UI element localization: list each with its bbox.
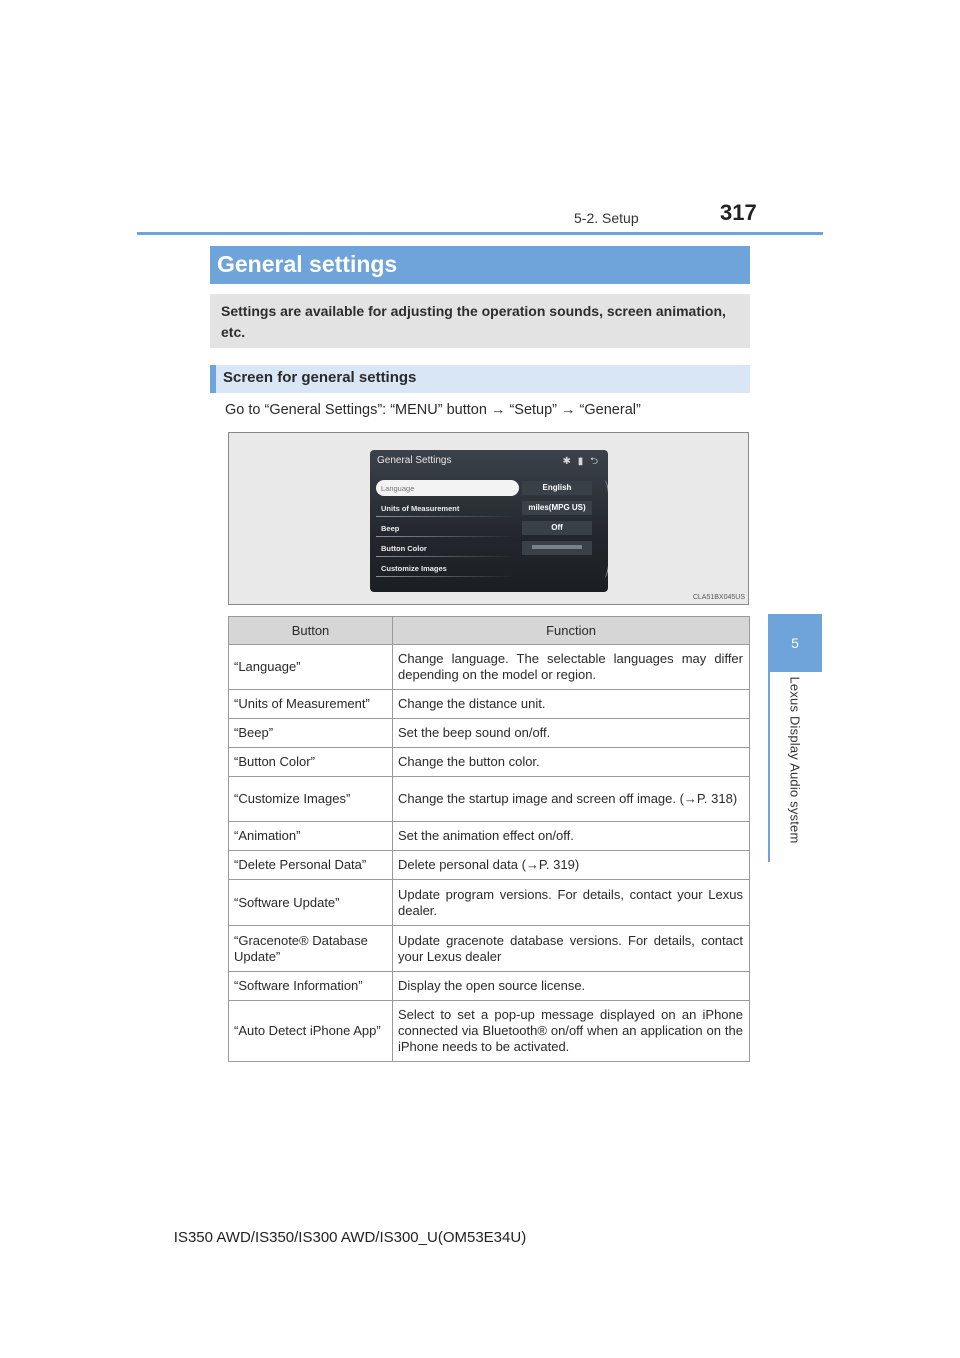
screen-illustration <box>228 432 749 605</box>
table-row <box>229 777 750 822</box>
figure-code: CLA51BX045US <box>692 594 745 601</box>
column-header-button: Button <box>229 617 393 645</box>
button-cell: “Animation” <box>229 822 393 851</box>
screen-color-slider <box>522 541 592 555</box>
function-cell: Change language. The selectable languages may differ depending on the model or region. <box>393 645 750 690</box>
row-divider <box>376 556 516 557</box>
function-cell: Display the open source license. <box>393 972 750 1001</box>
function-table <box>228 616 750 1062</box>
table-row <box>229 851 750 880</box>
button-cell: “Auto Detect iPhone App” <box>229 1001 393 1062</box>
function-cell: Update program versions. For details, contact your Lexus dealer. <box>393 880 750 926</box>
table-row <box>229 880 750 926</box>
subheading: Screen for general settings <box>210 365 750 393</box>
function-cell: Select to set a pop-up message displayed on an iPhone connected via Bluetooth® on/off when an application on the iPhone needs to be activated. <box>393 1001 750 1062</box>
row-divider <box>376 536 516 537</box>
button-cell: “Customize Images” <box>229 777 393 822</box>
screen-title: General Settings <box>377 455 452 466</box>
screen-value-language: English <box>522 481 592 495</box>
header-section-label: 5-2. Setup <box>574 210 639 226</box>
scroll-arc-icon <box>596 480 608 578</box>
button-cell: “Software Update” <box>229 880 393 926</box>
screen-row-units: Units of Measurement <box>381 504 460 513</box>
page-title: General settings <box>210 246 750 284</box>
button-cell: “Software Information” <box>229 972 393 1001</box>
footer-model-code: IS350 AWD/IS350/IS300 AWD/IS300_U(OM53E34U) <box>173 1229 527 1246</box>
chapter-label: Lexus Display Audio system <box>787 676 803 844</box>
table-row <box>229 719 750 748</box>
function-cell: Change the button color. <box>393 748 750 777</box>
button-cell: “Language” <box>229 645 393 690</box>
intro-text: Settings are available for adjusting the operation sounds, screen animation, etc. <box>210 294 750 348</box>
display-screen <box>370 450 608 592</box>
table-row <box>229 645 750 690</box>
screen-row-button-color: Button Color <box>381 544 427 553</box>
table-row <box>229 972 750 1001</box>
button-cell: “Units of Measurement” <box>229 690 393 719</box>
status-icons: ✱ ▮ ⮌ <box>562 456 600 467</box>
table-row <box>229 822 750 851</box>
function-cell: Change the startup image and screen off image. (→P. 318) <box>393 777 750 822</box>
chapter-tab: 5 <box>768 614 822 672</box>
function-cell: Change the distance unit. <box>393 690 750 719</box>
header-divider <box>137 232 823 235</box>
button-cell: “Button Color” <box>229 748 393 777</box>
screen-row-language: Language <box>376 480 519 496</box>
table-row <box>229 748 750 777</box>
button-cell: “Beep” <box>229 719 393 748</box>
screen-value-units: miles(MPG US) <box>522 501 592 515</box>
table-header-row <box>229 617 750 645</box>
screen-value-beep: Off <box>522 521 592 535</box>
function-cell: Set the animation effect on/off. <box>393 822 750 851</box>
function-cell: Set the beep sound on/off. <box>393 719 750 748</box>
column-header-function: Function <box>393 617 750 645</box>
row-divider <box>376 516 516 517</box>
instruction-text: Go to “General Settings”: “MENU” button → “Setup” → “General” <box>225 402 641 418</box>
button-cell: “Delete Personal Data” <box>229 851 393 880</box>
row-divider <box>376 576 516 577</box>
table-row <box>229 926 750 972</box>
function-cell: Delete personal data (→P. 319) <box>393 851 750 880</box>
function-cell: Update gracenote database versions. For details, contact your Lexus dealer <box>393 926 750 972</box>
screen-row-customize-images: Customize Images <box>381 564 447 573</box>
button-cell: “Gracenote® Database Update” <box>229 926 393 972</box>
chapter-divider <box>768 672 770 862</box>
page-number: 317 <box>720 200 757 225</box>
table-row <box>229 690 750 719</box>
table-row <box>229 1001 750 1062</box>
screen-row-beep: Beep <box>381 524 400 533</box>
